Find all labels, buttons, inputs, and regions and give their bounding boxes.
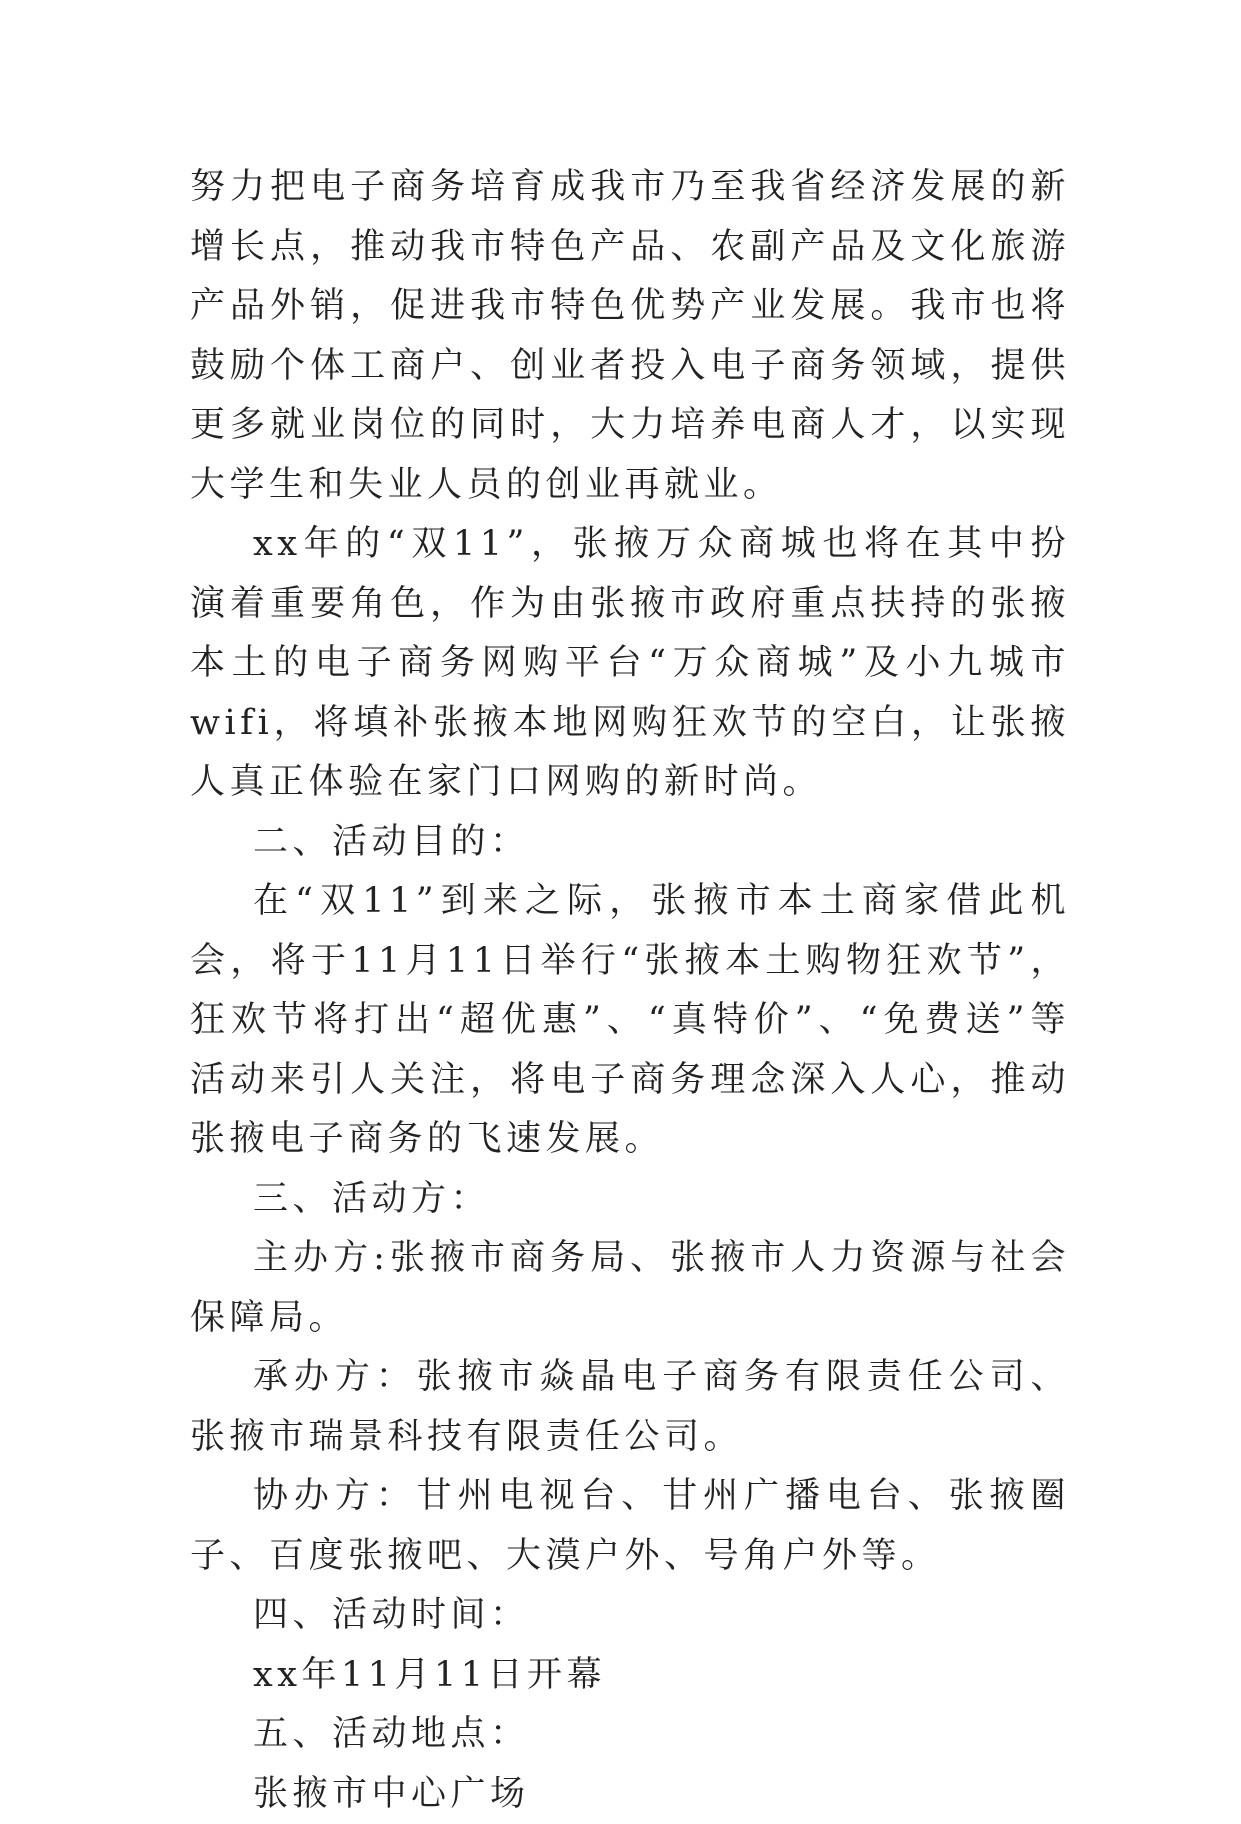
paragraph-activity-purpose: 在“双11”到来之际，张掖市本土商家借此机会，将于11月11日举行“张掖本土购物狂欢节”，狂欢节将打出“超优惠”、“真特价”、“免费送”等活动来引人关注，将电子商务理念深入人心，推动张掖电子商务的飞速发展。 [190, 872, 1070, 1170]
paragraph-activity-time: xx年11月11日开幕 [190, 1646, 1070, 1706]
paragraph-undertaker: 承办方：张掖市焱晶电子商务有限责任公司、张掖市瑞景科技有限责任公司。 [190, 1348, 1070, 1467]
heading-activity-location: 五、活动地点： [190, 1705, 1070, 1765]
heading-activity-time: 四、活动时间： [190, 1586, 1070, 1646]
paragraph-double-eleven: xx年的“双11”，张掖万众商城也将在其中扮演着重要角色，作为由张掖市政府重点扶持的张掖本土的电子商务网购平台“万众商城”及小九城市wifi，将填补张掖本地网购狂欢节的空白，让张掖人真正体验在家门口网购的新时尚。 [190, 515, 1070, 813]
heading-activity-purpose: 二、活动目的： [190, 813, 1070, 873]
document-body [190, 158, 1070, 1824]
paragraph-co-organizers: 协办方：甘州电视台、甘州广播电台、张掖圈子、百度张掖吧、大漠户外、号角户外等。 [190, 1467, 1070, 1586]
paragraph-activity-location: 张掖市中心广场 [190, 1765, 1070, 1824]
paragraph-intro-continued: 努力把电子商务培育成我市乃至我省经济发展的新增长点，推动我市特色产品、农副产品及文化旅游产品外销，促进我市特色优势产业发展。我市也将鼓励个体工商户、创业者投入电子商务领域，提供更多就业岗位的同时，大力培养电商人才，以实现大学生和失业人员的创业再就业。 [190, 158, 1070, 515]
heading-organizers: 三、活动方： [190, 1170, 1070, 1230]
paragraph-host: 主办方:张掖市商务局、张掖市人力资源与社会保障局。 [190, 1229, 1070, 1348]
